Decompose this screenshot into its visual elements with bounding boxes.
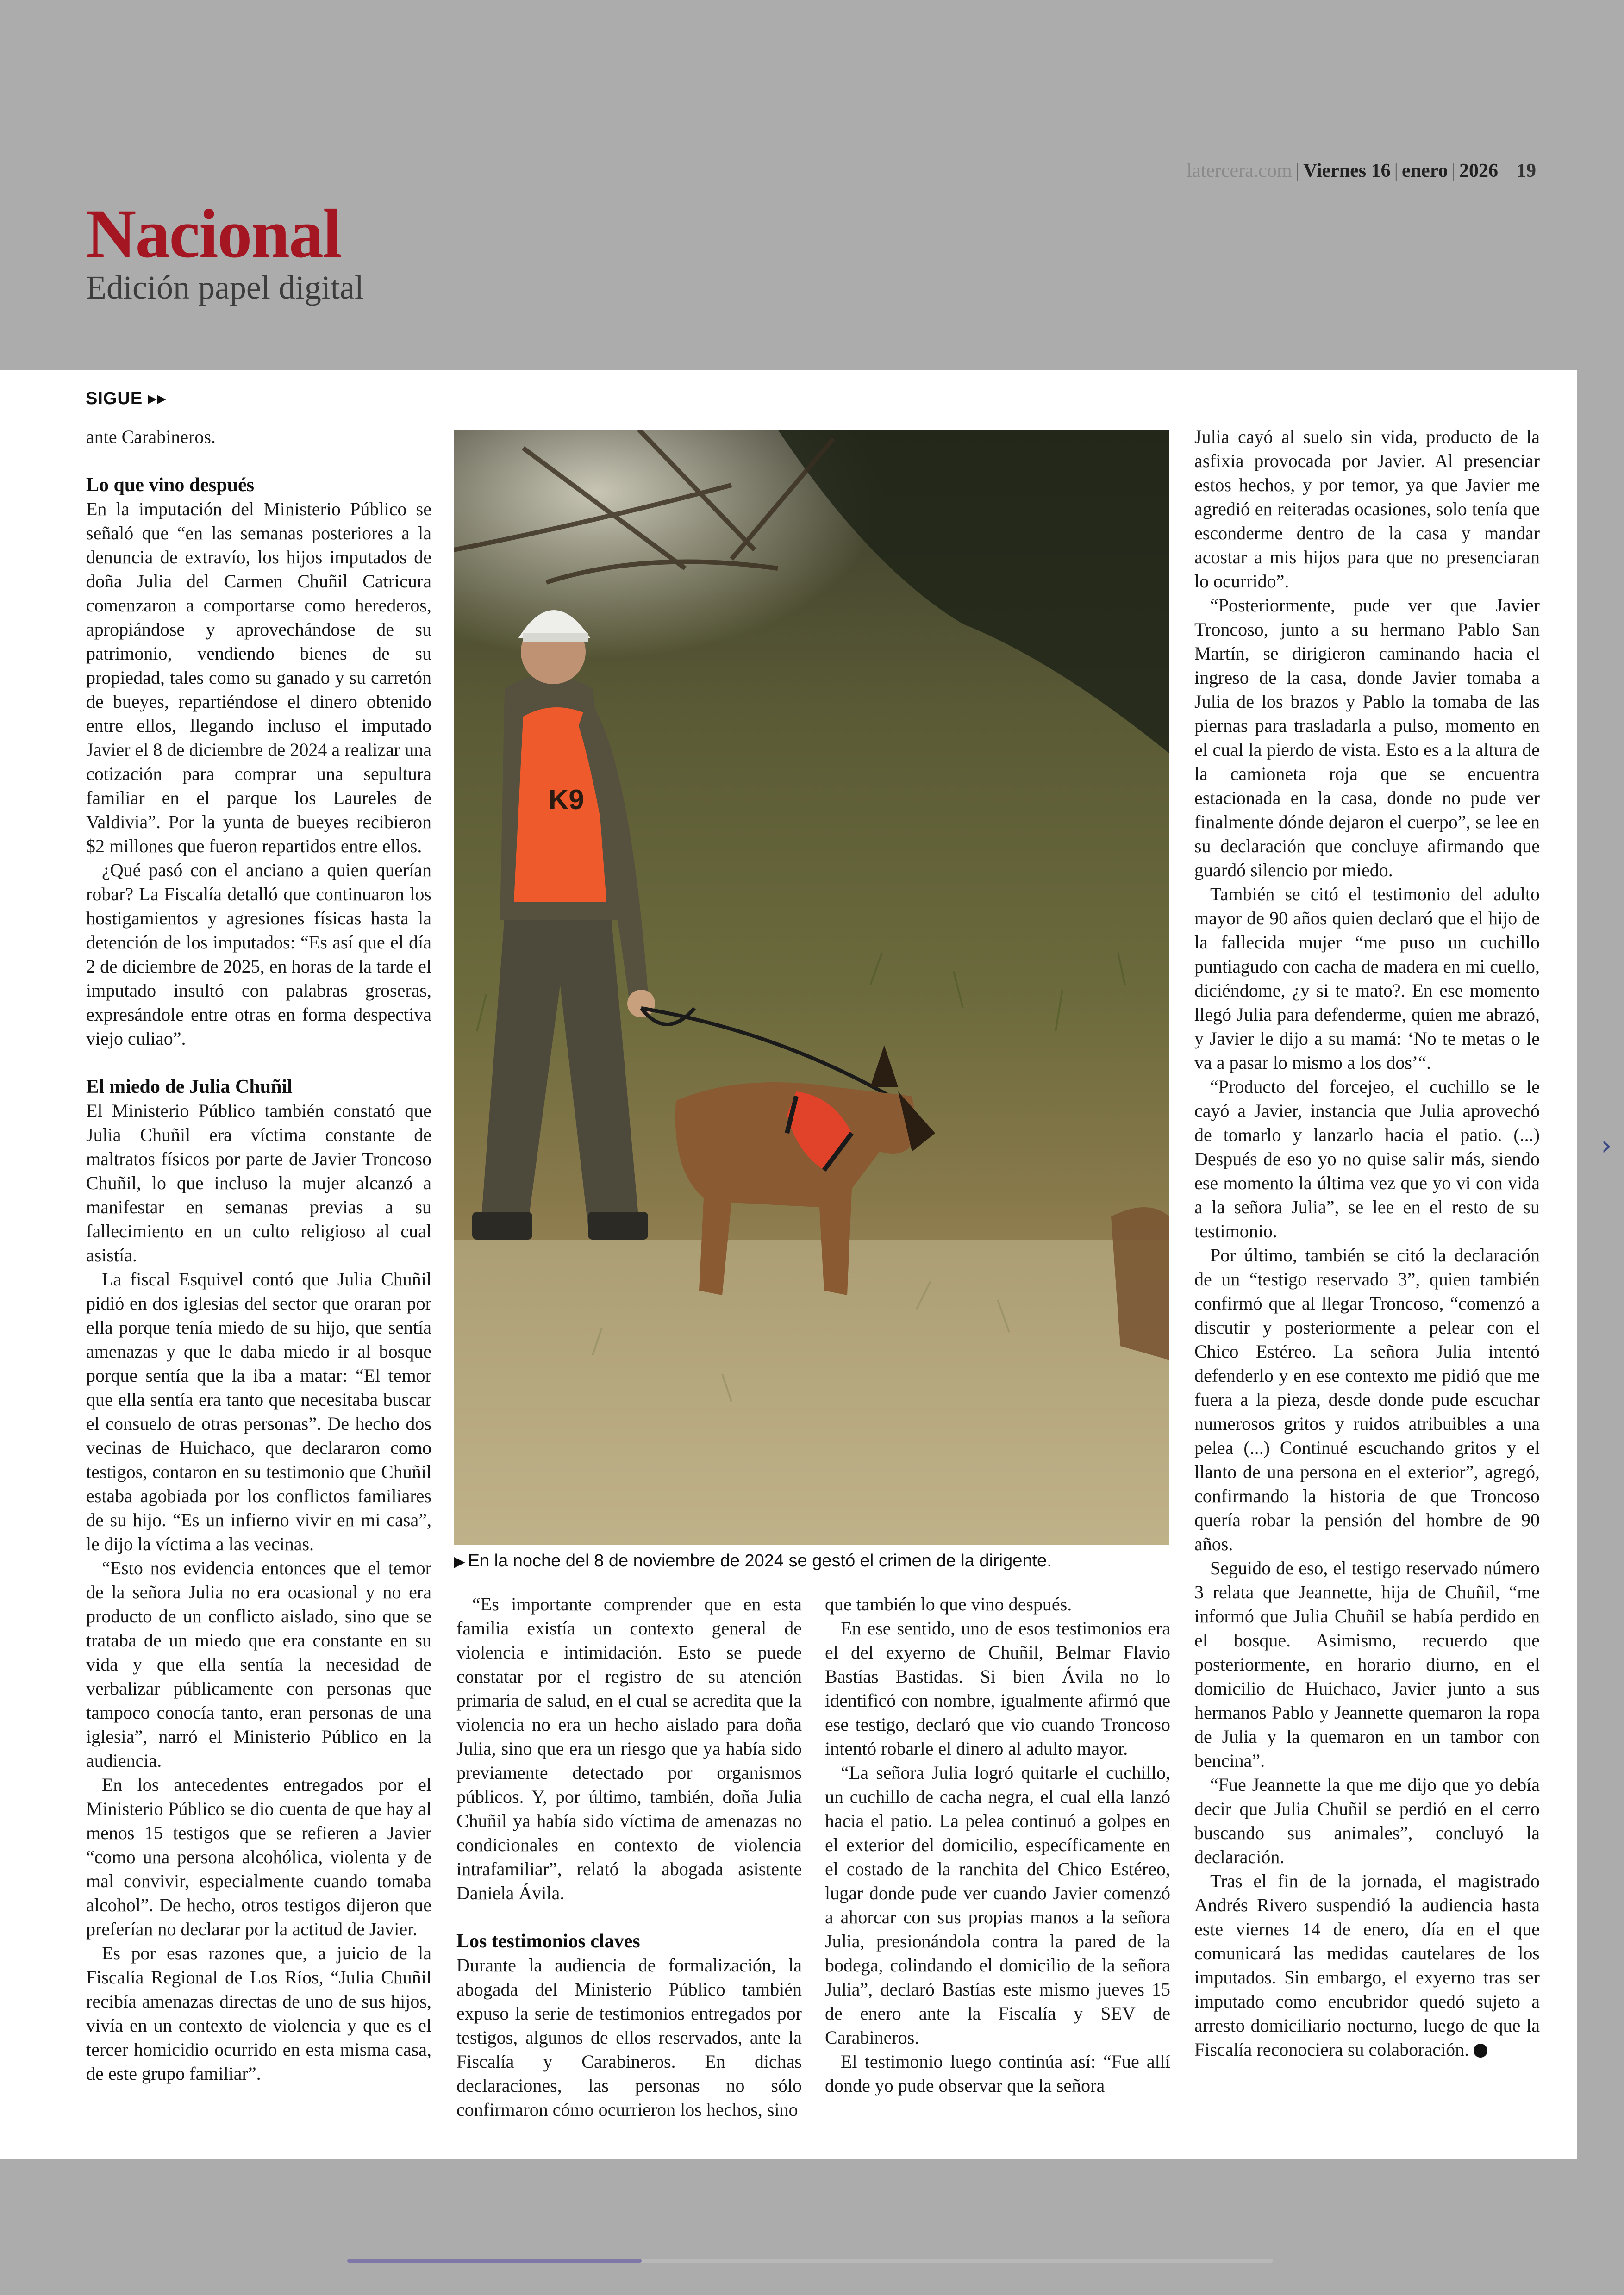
continued-label: SIGUE ▸▸ [86,389,167,408]
rescuer-with-dog-photo [454,430,1169,1545]
issue-month: enero [1402,160,1448,181]
paragraph: “Es importante comprender que en esta familia existía un contexto general de violencia e intimidación. Esto se puede constatar por el registro de su atención primaria de salud, en el cual se acredita que la violencia no era un hecho aislado para doña Julia, sino que era un riesgo que ya había sido previamente detectado por organismos públicos. Y, por último, también, doña Julia Chuñil ya había sido víctima de amenazas no condicionales en contexto de violencia intrafamiliar”, relató la abogada asistente Daniela Ávila. [456,1594,802,1903]
section-subtitle: Edición papel digital [86,269,364,306]
issue-line: latercera.com | Viernes 16 | enero | 2026 19 [1187,160,1536,181]
caption-triangle-icon: ▶ [454,1553,465,1570]
article-column-4 [1194,425,1540,2147]
newspaper-page [0,370,1577,2159]
paragraph: En ese sentido, uno de esos testimonios era el del exyerno de Chuñil, Belmar Flavio Bastías Bastidas. Si bien Ávila no lo identificó con nombre, igualmente afirmó que ese testigo, declaró que vio cuando Troncoso intentó robarle el dinero al adulto mayor. [825,1618,1170,1759]
paragraph: ante Carabineros. [86,426,216,447]
paragraph: “Posteriormente, pude ver que Javier Troncoso, junto a su hermano Pablo San Martín, se dirigieron caminando hacia el ingreso de la casa, donde Javier tomaba a Julia de los brazos y Pablo la tomaba de las piernas para trasladarla a pulso, momento en el cual la pierdo de vista. Esto es a la altura de la camioneta roja que se encuentra estacionada en la casa, donde no pude ver finalmente dónde dejaron el cuerpo”, se lee en su declaración que concluye afirmando que guardó silencio por miedo. [1194,595,1540,880]
section-title: Nacional [86,195,341,272]
subheading: Los testimonios claves [456,1931,640,1952]
paragraph: “Producto del forcejeo, el cuchillo se le cayó a Javier, instancia que Julia aprovechó de tomarlo y lanzarlo hacia el patio. (...) Después de eso yo no quise salir más, siendo ese momento la última vez que yo vi con vida a la señora Julia”, se lee en el resto de su testimonio. [1194,1076,1540,1241]
article-column-1 [86,425,431,2147]
vest-label: K9 [549,784,584,815]
next-page-arrow-icon[interactable]: › [1601,1129,1612,1162]
page-number: 19 [1517,160,1536,181]
paragraph: La fiscal Esquivel contó que Julia Chuñil pidió en dos iglesias del sector que oraran por ella porque tenía miedo de su hijo, que sentía amenazas y que le daba miedo ir al bosque porque sentía que la iba a matar: “El temor que ella sentía era tanto que necesitaba buscar el consuelo de otras personas”. De hecho dos vecinas de Huichaco, que declararon como testigos, contaron en su testimonio que Chuñil estaba agobiada por los conflictos familiares de su hijo. “Es un infierno vivir en mi casa”, le dijo la víctima a las vecinas. [86,1269,431,1554]
issue-year: 2026 [1459,160,1498,181]
page-scrollbar[interactable] [347,2259,1273,2263]
paragraph: Seguido de eso, el testigo reservado número 3 relata que Jeannette, hija de Chuñil, “me informó que Julia Chuñil se había perdido en el bosque. Asimismo, recuerdo que posteriormente, en horario diurno, en el domicilio de Huichaco, Javier junto a sus hermanos Pablo y Jeannette quemaron la ropa de Julia y la quemaron en un tambor con bencina”. [1194,1558,1540,1771]
paragraph: El Ministerio Público también constató que Julia Chuñil era víctima constante de maltratos físicos por parte de Javier Troncoso Chuñil, lo que incluso la mujer alcanzó a manifestar en semanas previas a su fallecimiento en un culto religioso al cual asistía. [86,1100,431,1266]
paragraph: Durante la audiencia de formalización, la abogada del Ministerio Público también expuso la serie de testimonios entregados por testigos, algunos de ellos reservados, ante la Fiscalía y Carabineros. En dichas declaraciones, las personas no sólo confirmaron cómo ocurrieron los hechos, sino [456,1955,802,2120]
article-photo [454,430,1169,1545]
site-name: latercera.com [1187,160,1292,181]
paragraph: Por último, también se citó la declaración de un “testigo reservado 3”, quien también confirmó que al llegar Troncoso, “comenzó a discutir y posteriormente a pelear con el Chico Estéreo. La señora Julia intentó defenderlo y en ese contexto me pidió que me fuera a la pieza, desde donde pude escuchar numerosos gritos y ruidos atribuibles a una pelea (...) Continué escuchando gritos y el llanto de una persona en el exterior”, agregó, confirmando la historia de que Troncoso quería robar la pensión del hombre de 90 años. [1194,1245,1540,1554]
issue-day: Viernes 16 [1303,160,1391,181]
paragraph: En los antecedentes entregados por el Ministerio Público se dio cuenta de que hay al menos 15 testigos que se refieren a Javier “como una persona alcohólica, violenta y de mal convivir, especialmente cuando tomaba alcohol”. De hecho, otros testigos dijeron que preferían no declarar por la actitud de Javier. [86,1774,431,1940]
article-column-2 [456,1592,802,2120]
paragraph: “Fue Jeannette la que me dijo que yo debía decir que Julia Chuñil se perdió en el cerro buscando sus animales”, concluyó la declaración. [1194,1774,1540,1867]
paragraph-text: Tras el fin de la jornada, el magistrado Andrés Rivero suspendió la audiencia hasta este viernes 14 de enero, día en el que comunicará las medidas cautelares de los imputados. Sin embargo, el exyerno tras ser imputado como encubridor quedó sujeto a arresto domiciliario nocturno, luego de que la Fiscalía reconociera su colaboración. [1194,1871,1540,2060]
end-mark-icon [1474,2044,1487,2058]
paragraph: En la imputación del Ministerio Público se señaló que “en las semanas posteriores a la denuncia de extravío, los hijos imputados de doña Julia del Carmen Chuñil Catricura comenzaron a comportarse como herederos, apropiándose y aprovechándose de su patrimonio, vendiendo bienes de su propiedad, tales como su ganado y su carretón de bueyes, repartiéndose el dinero obtenido entre ellos, llegando incluso el imputado Javier el 8 de diciembre de 2024 a realizar una cotización para comprar una sepultura familiar en el parque los Laureles de Valdivia”. Por la yunta de bueyes recibieron $2 millones que fueron repartidos entre ellos. [86,499,431,856]
paragraph: También se citó el testimonio del adulto mayor de 90 años quien declaró que el hijo de la fallecida mujer “me puso un cuchillo puntiagudo con cacha de madera en mi cuello, diciéndome, ¿y si te mato?. En ese momento llegó Julia para defenderme, quien me abrazó, y Javier le dijo a su mamá: ‘No te metas o le va a pasar lo mismo a los dos’“. [1194,884,1540,1073]
caption-text: En la noche del 8 de noviembre de 2024 se gestó el crimen de la dirigente. [468,1551,1052,1571]
photo-caption [454,1550,1171,1572]
paragraph: “La señora Julia logró quitarle el cuchillo, un cuchillo de cacha negra, el cual ella lanzó hacia el patio. La pelea continuó a golpes en el exterior del domicilio, específicamente en el costado de la ranchita del Chico Estéreo, lugar donde pude ver cuando Javier comenzó a ahorcar con sus propias manos a la señora Julia, presionándola contra la pared de la bodega, colindando el domicilio de la señora Julia”, declaró Bastías este mismo jueves 15 de enero ante la Fiscalía y SEV de Carabineros. [825,1762,1170,2048]
paragraph: ¿Qué pasó con el anciano a quien querían robar? La Fiscalía detalló que continuaron los hostigamientos y agresiones físicas hasta la detención de los imputados: “Es así que el día 2 de diciembre de 2025, en horas de la tarde el imputado insultó con palabras groseras, expresándole entre otras en forma despectiva viejo culiao”. [86,860,431,1049]
scrollbar-thumb[interactable] [347,2259,642,2263]
paragraph [1194,1869,1540,2062]
subheading: Lo que vino después [86,474,254,496]
paragraph: El testimonio luego continúa así: “Fue allí donde yo pude observar que la señora [825,2051,1170,2096]
paragraph: que también lo que vino después. [825,1594,1072,1615]
subheading: El miedo de Julia Chuñil [86,1076,293,1098]
article-column-3 [825,1592,1170,2120]
paragraph: “Esto nos evidencia entonces que el temor de la señora Julia no era ocasional y no era producto de un conflicto aislado, sino que se trataba de un miedo que era constante en su vida y que ella sentía la necesidad de verbalizar públicamente con personas que tampoco conocía tanto, eran personas de una iglesia”, narró el Ministerio Público en la audiencia. [86,1558,431,1771]
paragraph: Julia cayó al suelo sin vida, producto de la asfixia provocada por Javier. Al presenciar estos hechos, y por temor, ya que Javier me agredió en reiteradas ocasiones, solo tenía que esconderme dentro de la casa y mandar acostar a mis hijos para que no presenciaran lo ocurrido”. [1194,426,1540,592]
paragraph: Es por esas razones que, a juicio de la Fiscalía Regional de Los Ríos, “Julia Chuñil recibía amenazas directas de uno de sus hijos, vivía en un contexto de violencia y que es el tercer homicidio ocurrido en esta misma casa, de este grupo familiar”. [86,1943,431,2084]
